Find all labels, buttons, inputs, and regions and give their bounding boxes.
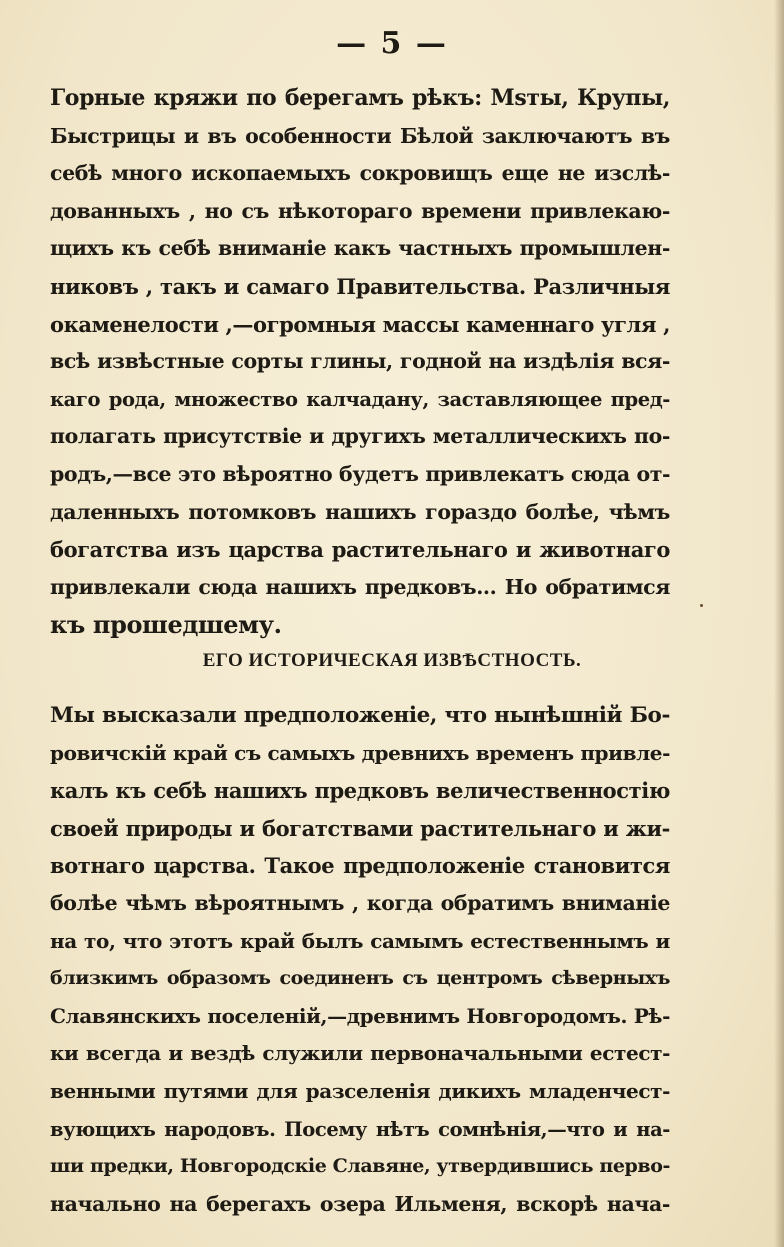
paragraph-2	[50, 697, 670, 1223]
text-line: близкимъ образомъ соединенъ съ центромъ сѣверныхъ	[50, 967, 670, 990]
text-line: Горные кряжи по берегамъ рѣкъ: Msты, Крупы,	[50, 85, 670, 111]
text-line: окаменелости ,—огромныя массы каменнаго угля ,	[50, 311, 670, 337]
text-line: вующихъ народовъ. Посему нѣтъ сомнѣнія,—что и на-	[50, 1117, 670, 1141]
text-line: родъ,—все это вѣроятно будетъ привлекатъ сюда от-	[50, 461, 671, 486]
text-line: никовъ , такъ и самаго Правительства. Различныя	[50, 273, 670, 299]
text-line: ровичскій край съ самыхъ древнихъ временъ привле-	[50, 740, 670, 765]
text-line: ки всегда и вездѣ служили первоначальными естест-	[50, 1041, 670, 1066]
section-heading: ЕГО ИСТОРИЧЕСКАЯ ИЗВѢСТНОСТЬ.	[202, 650, 582, 671]
text-line: привлекали сюда нашихъ предковъ... Но обратимся	[50, 574, 670, 599]
page-number: — 5 —	[336, 26, 448, 61]
text-line: калъ къ себѣ нашихъ предковъ величественностію	[50, 778, 670, 804]
text-line: богатства изъ царства растительнаго и животнаго	[50, 537, 670, 563]
text-line: всѣ извѣстные сорты глины, годной на издѣлія вся-	[50, 349, 670, 374]
text-line: венными путями для разселенія дикихъ младенчест-	[50, 1078, 670, 1103]
text-line: на то, что этотъ край былъ самымъ естественнымъ и	[50, 928, 670, 953]
text-line: каго рода, множество калчадану, заставляющее пред-	[50, 387, 670, 411]
text-line: Славянскихъ поселеній,—древнимъ Новгородомъ. Рѣ-	[50, 1003, 670, 1028]
text-line: щихъ къ себѣ вниманіе какъ частныхъ промышлен-	[50, 236, 670, 261]
text-line: полагать присутствіе и другихъ металлическихъ по-	[50, 424, 670, 449]
text-line: ши предки, Новгородскіе Славяне, утвердившись перво-	[50, 1155, 670, 1178]
text-line: начально на берегахъ озера Ильменя, вскорѣ нача-	[50, 1191, 670, 1216]
text-line: себѣ много ископаемыхъ сокровищъ еще не изслѣ-	[50, 161, 670, 186]
text-line: даленныхъ потомковъ нашихъ гораздо болѣе, чѣмъ	[50, 499, 670, 524]
text-line: Быстрицы и въ особенности Бѣлой заключаютъ въ	[50, 123, 670, 148]
text-line: дованныхъ , но съ нѣкотораго времени привлекаю-	[50, 198, 670, 223]
paragraph-1	[50, 80, 670, 644]
text-line: вотнаго царства. Такое предположеніе становится	[50, 853, 670, 879]
text-line: къ прошедшему.	[50, 610, 282, 640]
text-line: болѣе чѣмъ вѣроятнымъ , когда обратимъ вниманіе	[50, 890, 670, 915]
page-edge-shadow	[774, 0, 784, 1247]
text-line: своей природы и богатствами растительнаго и жи-	[50, 815, 670, 841]
paper-speck	[700, 604, 703, 607]
text-line: Мы высказали предположеніе, что нынѣшній Бо-	[50, 703, 670, 728]
